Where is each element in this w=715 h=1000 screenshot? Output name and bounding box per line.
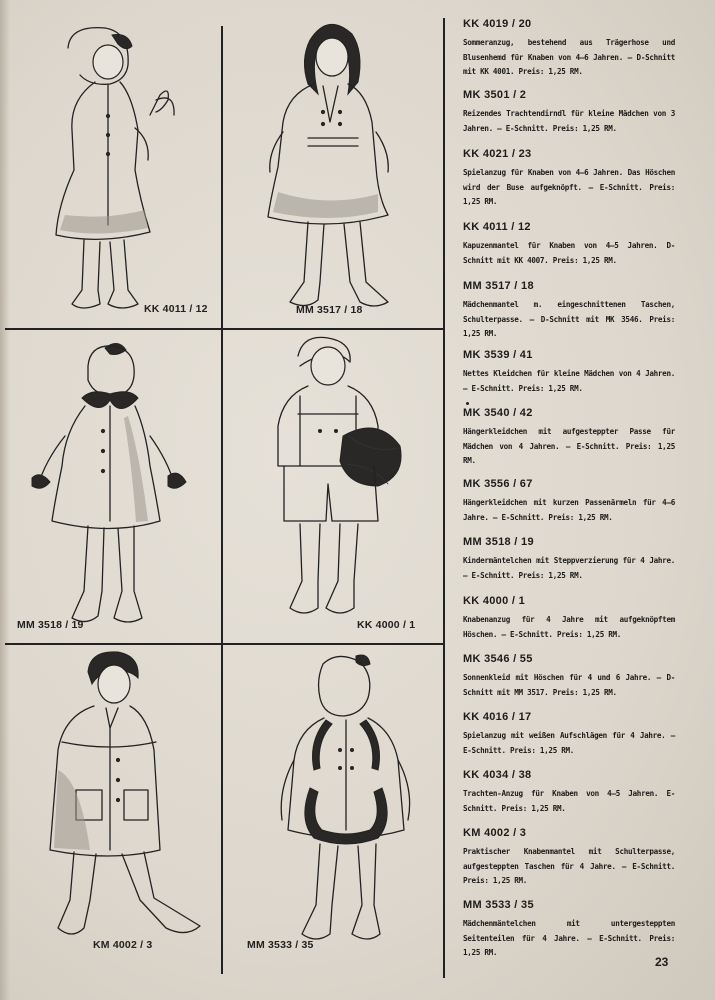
fashion-illustration-hooded-coat: [10, 20, 215, 325]
list-item: [463, 769, 675, 816]
list-item: [463, 18, 675, 80]
pattern-code: KK 4016 / 17: [463, 711, 532, 723]
pattern-code: MK 3539 / 41: [463, 349, 533, 361]
pattern-description: Kapuzenmantel für Knaben von 4—5 Jahren. D-Schnitt mit KK 4007. Preis: 1,25 RM.: [463, 241, 675, 265]
list-item: [463, 536, 675, 583]
list-item: [463, 711, 675, 758]
pattern-code: KK 4019 / 20: [463, 18, 532, 30]
pattern-description: Sommeranzug, bestehend aus Trägerhose und Blusenhemd für Knaben von 4—6 Jahren. — D-Schnitt mit KK 4001. Preis: 1,25 RM.: [463, 38, 675, 76]
pattern-description: Mädchenmäntelchen mit untergesteppten Seitenteilen für 4 Jahre. — E-Schnitt. Preis: 1,25 RM.: [463, 919, 675, 957]
figure-label: KK 4011 / 12: [144, 303, 208, 315]
print-mark: [466, 402, 469, 405]
pattern-code: MK 3556 / 67: [463, 478, 533, 490]
list-item: [463, 827, 675, 889]
grid-horizontal-divider: [5, 643, 445, 645]
pattern-code: MK 3540 / 42: [463, 407, 533, 419]
pattern-description: Mädchenmantel m. eingeschnittenen Taschen, Schulterpasse. — D-Schnitt mit MK 3546. Preis: 1,25 RM.: [463, 300, 675, 338]
pattern-code: MK 3546 / 55: [463, 653, 533, 665]
fashion-illustration-fur-trim-coat: [10, 336, 215, 636]
list-item: [463, 478, 675, 525]
grid-vertical-divider: [221, 26, 223, 974]
list-item: [463, 653, 675, 700]
pattern-code: KM 4002 / 3: [463, 827, 527, 839]
pattern-description: Spielanzug für Knaben von 4—6 Jahren. Das Höschen wird der Buse aufgeknöpft. — E-Schnitt. Preis: 1,25 RM.: [463, 168, 675, 206]
pattern-description: Kindermäntelchen mit Steppverzierung für 4 Jahre. — E-Schnitt. Preis: 1,25 RM.: [463, 556, 675, 580]
pattern-code: KK 4034 / 38: [463, 769, 532, 781]
list-item: [463, 89, 675, 136]
list-item: [463, 595, 675, 642]
figure-label: MM 3533 / 35: [247, 939, 314, 951]
list-item: [463, 148, 675, 210]
pattern-code: KK 4000 / 1: [463, 595, 526, 607]
page-number: 23: [655, 955, 669, 969]
pattern-description: Hängerkleidchen mit kurzen Passenärmeln für 4—6 Jahre. — E-Schnitt. Preis: 1,25 RM.: [463, 498, 675, 522]
fashion-illustration-boys-coat: [10, 650, 215, 960]
list-item: [463, 407, 675, 469]
fashion-illustration-girls-trim-coat: [228, 650, 438, 960]
grid-horizontal-divider: [5, 328, 445, 330]
pattern-code: MM 3533 / 35: [463, 899, 534, 911]
list-item: [463, 221, 675, 268]
pattern-description: Knabenanzug für 4 Jahre mit aufgeknöpftem Höschen. — E-Schnitt. Preis: 1,25 RM.: [463, 615, 675, 639]
list-item: [463, 280, 675, 342]
pattern-code: MM 3517 / 18: [463, 280, 534, 292]
fashion-illustration-girls-coat: [228, 12, 438, 325]
pattern-description: Nettes Kleidchen für kleine Mädchen von 4 Jahren. — E-Schnitt. Preis: 1,25 RM.: [463, 369, 675, 393]
page-fold-shadow: [0, 0, 10, 1000]
list-item: [463, 899, 675, 961]
figure-label: KM 4002 / 3: [93, 939, 153, 951]
pattern-description: Spielanzug mit weißen Aufschlägen für 4 Jahre. — E-Schnitt. Preis: 1,25 RM.: [463, 731, 675, 755]
pattern-code: KK 4021 / 23: [463, 148, 532, 160]
pattern-code: KK 4011 / 12: [463, 221, 531, 233]
figure-label: MM 3517 / 18: [296, 304, 363, 316]
list-item: [463, 349, 675, 396]
pattern-description: Sonnenkleid mit Höschen für 4 und 6 Jahre. — D-Schnitt mit MM 3517. Preis: 1,25 RM.: [463, 673, 675, 697]
pattern-description: Praktischer Knabenmantel mit Schulterpasse, aufgesteppten Taschen für 4 Jahre. — E-Schnitt. Preis: 1,25 RM.: [463, 847, 675, 885]
pattern-code: MM 3518 / 19: [463, 536, 534, 548]
pattern-description: Trachten-Anzug für Knaben von 4—5 Jahren. E-Schnitt. Preis: 1,25 RM.: [463, 789, 675, 813]
pattern-description: Hängerkleidchen mit aufgesteppter Passe für Mädchen von 4 Jahren. — E-Schnitt. Preis: 1,25 RM.: [463, 427, 675, 465]
fashion-illustration-boys-suit-ball: [228, 336, 438, 636]
grid-vertical-divider: [443, 18, 445, 978]
pattern-code: MK 3501 / 2: [463, 89, 527, 101]
pattern-description: Reizendes Trachtendirndl für kleine Mädchen von 3 Jahren. — E-Schnitt. Preis: 1,25 RM.: [463, 109, 675, 133]
figure-label: KK 4000 / 1: [357, 619, 416, 631]
figure-label: MM 3518 / 19: [17, 619, 84, 631]
